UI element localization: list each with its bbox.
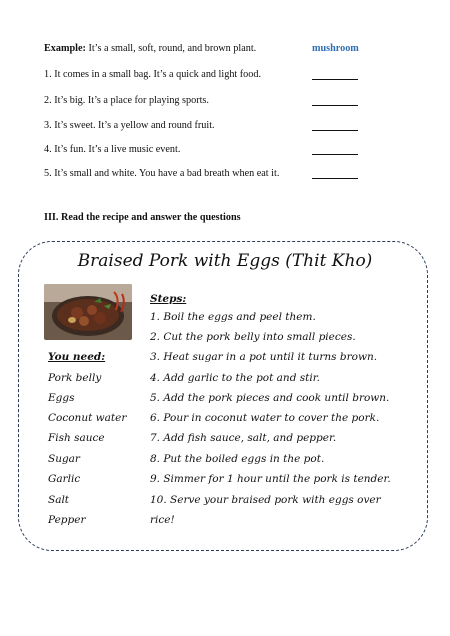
answer-blank-1[interactable] xyxy=(312,69,358,80)
step-item: 9. Simmer for 1 hour until the pork is tender. xyxy=(150,473,391,485)
section-heading: III. Read the recipe and answer the questions xyxy=(44,212,241,223)
question-3: 3. It’s sweet. It’s a yellow and round fruit. xyxy=(44,120,215,131)
answer-blank-4[interactable] xyxy=(312,144,358,155)
answer-blank-3[interactable] xyxy=(312,120,358,131)
step-item: 1. Boil the eggs and peel them. xyxy=(150,311,316,323)
step-item: 8. Put the boiled eggs in the pot. xyxy=(150,453,325,465)
answer-blank-2[interactable] xyxy=(312,95,358,106)
recipe-title: Braised Pork with Eggs (Thit Kho) xyxy=(77,251,373,271)
question-1: 1. It comes in a small bag. It’s a quick and light food. xyxy=(44,69,262,80)
steps-label: Steps: xyxy=(150,293,187,305)
ingredient-item: Eggs xyxy=(48,392,75,404)
step-item: 10. Serve your braised pork with eggs over xyxy=(150,494,381,506)
question-2: 2. It’s big. It’s a place for playing sports. xyxy=(44,95,209,106)
ingredient-item: Pepper xyxy=(48,514,86,526)
ingredient-item: Coconut water xyxy=(48,412,127,424)
ingredient-item: Sugar xyxy=(48,453,80,465)
example-line xyxy=(44,43,256,54)
example-answer: mushroom xyxy=(312,43,359,54)
step-item: 3. Heat sugar in a pot until it turns brown. xyxy=(150,351,378,363)
ingredient-item: Garlic xyxy=(48,473,81,485)
ingredient-item: Salt xyxy=(48,494,70,506)
step-item: rice! xyxy=(150,514,175,526)
ingredient-item: Fish sauce xyxy=(48,432,105,444)
step-item: 6. Pour in coconut water to cover the pork. xyxy=(150,412,380,424)
you-need-label: You need: xyxy=(48,351,106,363)
question-5: 5. It’s small and white. You have a bad breath when eat it. xyxy=(44,168,280,179)
step-item: 7. Add fish sauce, salt, and pepper. xyxy=(150,432,337,444)
step-item: 2. Cut the pork belly into small pieces. xyxy=(150,331,356,343)
answer-blank-5[interactable] xyxy=(312,168,358,179)
braised-pork-photo xyxy=(44,284,132,340)
question-4: 4. It’s fun. It’s a live music event. xyxy=(44,144,181,155)
example-label: Example: xyxy=(44,43,86,54)
ingredient-item: Pork belly xyxy=(48,372,102,384)
step-item: 4. Add garlic to the pot and stir. xyxy=(150,372,320,384)
example-text: It’s a small, soft, round, and brown plant. xyxy=(85,43,257,54)
step-item: 5. Add the pork pieces and cook until brown. xyxy=(150,392,390,404)
